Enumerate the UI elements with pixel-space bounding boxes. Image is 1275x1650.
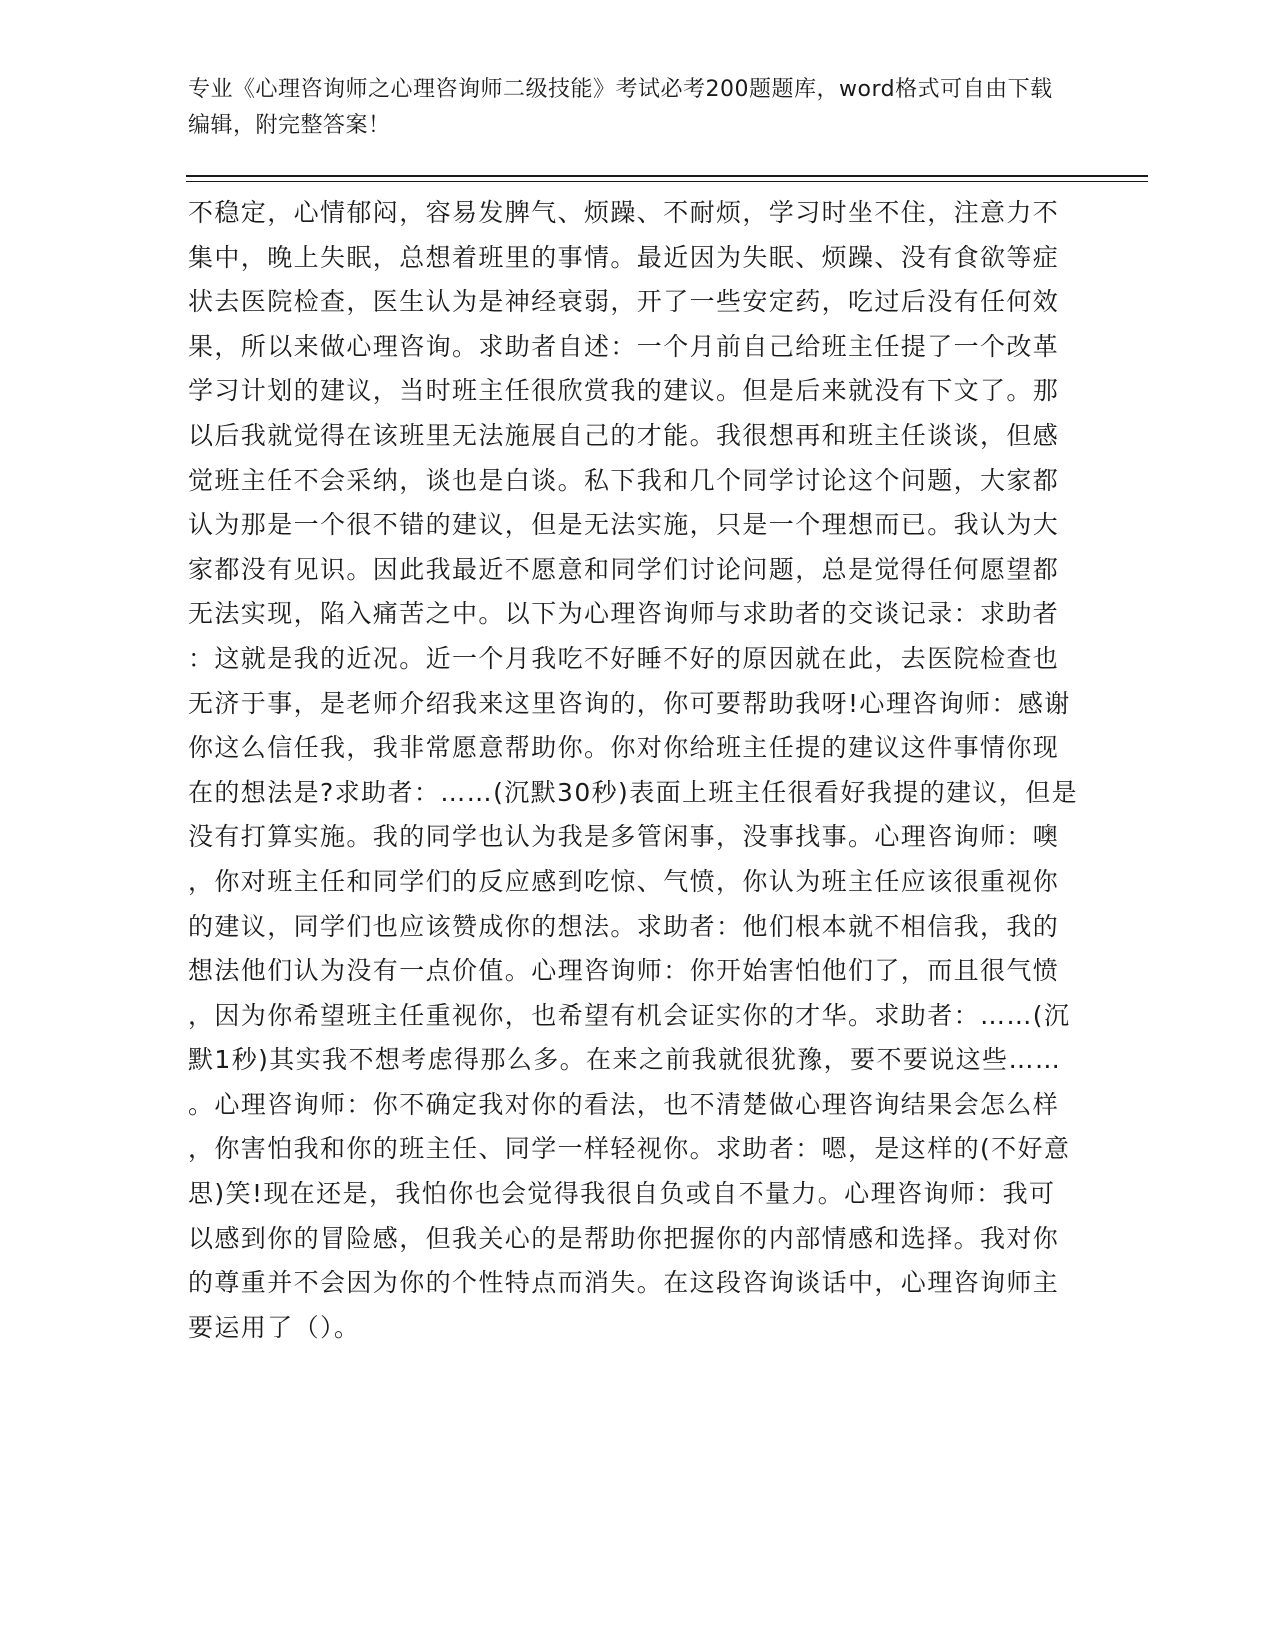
header-divider-thick xyxy=(186,175,1148,177)
header-divider-thin xyxy=(186,181,1148,182)
question-passage: 不稳定，心情郁闷，容易发脾气、烦躁、不耐烦，学习时坐不住，注意力不集中，晚上失眠，总想着班里的事情。最近因为失眠、烦躁、没有食欲等症状去医院检查，医生认为是神经衰弱，开了一些安定药，吃过后没有任何效果，所以来做心理咨询。求助者自述：一个月前自己给班主任提了一个改革学习计划的建议，当时班主任很欣赏我的建议。但是后来就没有下文了。那以后我就觉得在该班里无法施展自己的才能。我很想再和班主任谈谈，但感觉班主任不会采纳，谈也是白谈。私下我和几个同学讨论这个问题，大家都认为那是一个很不错的建议，但是无法实施，只是一个理想而已。我认为大家都没有见识。因此我最近不愿意和同学们讨论问题，总是觉得任何愿望都无法实现，陷入痛苦之中。以下为心理咨询师与求助者的交谈记录：求助者：这就是我的近况。近一个月我吃不好睡不好的原因就在此，去医院检查也无济于事，是老师介绍我来这里咨询的，你可要帮助我呀!心理咨询师：感谢你这么信任我，我非常愿意帮助你。你对你给班主任提的建议这件事情你现在的想法是?求助者：……(沉默30秒)表面上班主任很看好我提的建议，但是没有打算实施。我的同学也认为我是多管闲事，没事找事。心理咨询师：噢，你对班主任和同学们的反应感到吃惊、气愤，你认为班主任应该很重视你的建议，同学们也应该赞成你的想法。求助者：他们根本就不相信我，我的想法他们认为没有一点价值。心理咨询师：你开始害怕他们了，而且很气愤，因为你希望班主任重视你，也希望有机会证实你的才华。求助者：……(沉默1秒)其实我不想考虑得那么多。在来之前我就很犹豫，要不要说这些……。心理咨询师：你不确定我对你的看法，也不清楚做心理咨询结果会怎么样，你害怕我和你的班主任、同学一样轻视你。求助者：嗯，是这样的(不好意思)笑!现在还是，我怕你也会觉得我很自负或自不量力。心理咨询师：我可以感到你的冒险感，但我关心的是帮助你把握你的内部情感和选择。我对你的尊重并不会因为你的个性特点而消失。在这段咨询谈话中，心理咨询师主要运用了（）。 xyxy=(188,198,1078,1342)
page-header-title: 专业《心理咨询师之心理咨询师二级技能》考试必考200题题库，word格式可自由下载编辑，附完整答案！ xyxy=(188,77,1053,138)
